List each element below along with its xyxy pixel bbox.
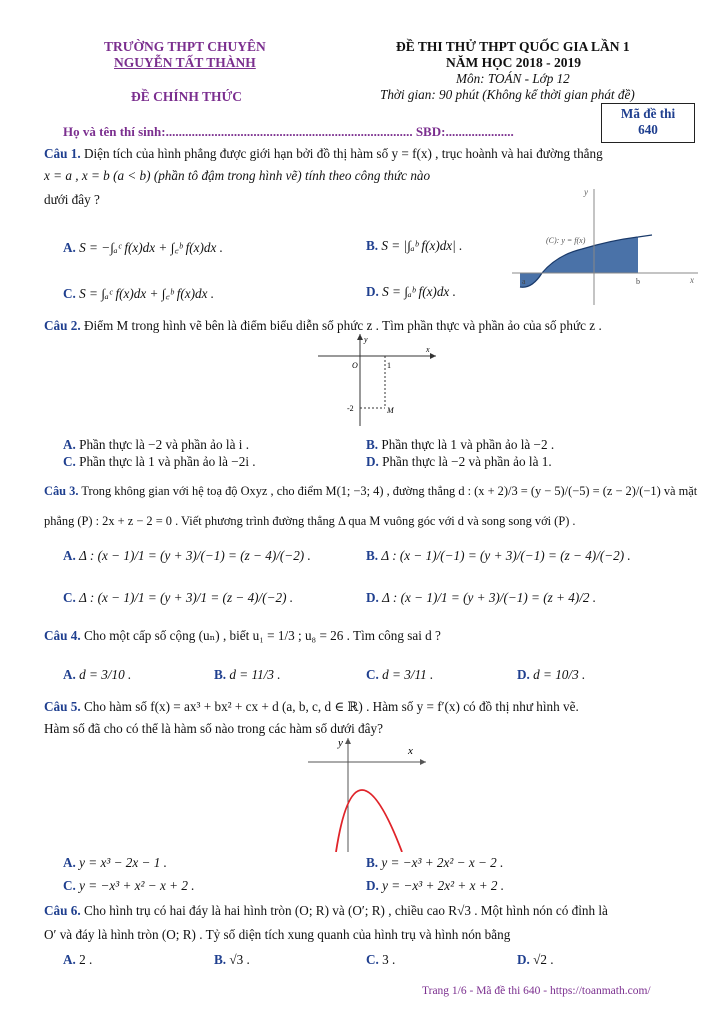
question-5-text-2: Hàm số đã cho có thể là hàm số nào trong các hàm số dưới đây? [44, 721, 383, 736]
question-4-text-1 [44, 628, 441, 644]
question-1-stem: Diện tích của hình phẳng được giới hạn bởi đồ thị hàm số y = f(x) , trục hoành và hai đường thẳng [83, 146, 603, 161]
question-3-label: Câu 3. [44, 484, 79, 498]
question-1-option-d[interactable] [366, 284, 456, 300]
question-6-option-a[interactable] [63, 952, 92, 968]
option-text: √2 . [533, 952, 554, 967]
question-2-figure [312, 332, 442, 432]
option-text: Δ : (x − 1)/1 = (y + 3)/(−1) = (z + 4)/2 . [382, 590, 597, 605]
question-4-label: Câu 4. [44, 628, 81, 643]
option-text: Phần thực là 1 và phần ảo là −2i . [79, 454, 256, 469]
option-label-b: B. [366, 548, 379, 563]
question-3-option-b[interactable] [366, 548, 631, 564]
question-1-text-3: dưới đây ? [44, 192, 100, 207]
question-1-option-b[interactable] [366, 238, 462, 254]
option-text: S = |∫ₐᵇ f(x)dx| . [381, 238, 463, 253]
question-3-text-1 [44, 484, 697, 499]
question-2-option-d[interactable] [366, 454, 552, 470]
option-label-a: A. [63, 855, 76, 870]
question-4-option-a[interactable] [63, 667, 131, 683]
option-text: Phần thực là −2 và phần ảo là 1. [382, 454, 552, 469]
option-label-b: B. [214, 667, 227, 682]
option-text: 3 . [382, 952, 396, 967]
question-6-stem: Cho hình trụ có hai đáy là hai hình tròn (O; R) và (O′; R) , chiều cao R√3 . Một hình nón có đỉnh là [83, 903, 608, 918]
option-text: √3 . [229, 952, 250, 967]
option-label-b: B. [214, 952, 227, 967]
school-name-line1: TRƯỜNG THPT CHUYÊN [104, 39, 266, 54]
option-label-a: A. [63, 240, 76, 255]
question-1-option-c[interactable] [63, 284, 214, 302]
option-label-b: B. [366, 437, 379, 452]
figure-m-label: M [387, 406, 394, 415]
question-2-label: Câu 2. [44, 318, 81, 333]
figure-one-label: 1 [387, 361, 391, 370]
figure-a-label: a [522, 277, 526, 286]
figure-x-label: x [690, 275, 694, 285]
figure-curve-label: (C): y = f(x) [546, 236, 586, 245]
figure-minus-two-label: -2 [347, 404, 354, 413]
option-text: d = 10/3 . [533, 667, 586, 682]
option-text: Δ : (x − 1)/(−1) = (y + 3)/(−1) = (z − 4)/(−2) . [381, 548, 631, 563]
figure-y-label: y [364, 335, 368, 344]
candidate-line: Họ và tên thí sinh:............................................................................ SBD:..................... [63, 124, 514, 139]
exam-code-value: 640 [638, 122, 658, 137]
figure-y-label: y [584, 187, 588, 197]
option-text: Phần thực là 1 và phần ảo là −2 . [381, 437, 555, 452]
option-label-a: A. [63, 437, 76, 452]
question-1-label: Câu 1. [44, 146, 81, 161]
figure-x-label: x [408, 745, 413, 757]
question-4-option-d[interactable] [517, 667, 585, 683]
exam-title: ĐỀ THI THỬ THPT QUỐC GIA LẦN 1 [396, 39, 630, 54]
option-label-c: C. [366, 952, 379, 967]
option-text: S = ∫ₐᶜ f(x)dx + ∫꜀ᵇ f(x)dx . [79, 286, 215, 301]
question-6-label: Câu 6. [44, 903, 81, 918]
figure-y-label: y [338, 737, 343, 749]
official-label: ĐỀ CHÍNH THỨC [131, 89, 243, 104]
question-4-option-b[interactable] [214, 667, 281, 683]
question-1-option-a[interactable] [63, 238, 223, 256]
question-2-option-c[interactable] [63, 454, 256, 470]
question-5-option-c[interactable] [63, 878, 195, 894]
option-text: d = 3/10 . [79, 667, 132, 682]
question-5-text-1 [44, 699, 579, 715]
question-4-option-c[interactable] [366, 667, 433, 683]
option-text: Δ : (x − 1)/1 = (y + 3)/1 = (z − 4)/(−2) . [79, 590, 294, 605]
question-1-figure [512, 185, 702, 310]
question-6-option-c[interactable] [366, 952, 395, 968]
question-1-text-2: x = a , x = b (a < b) (phần tô đậm trong hình vẽ) tính theo công thức nào [44, 168, 431, 183]
question-6-text-2: O′ và đáy là hình tròn (O; R) . Tỷ số diện tích xung quanh của hình trụ và hình nón bằng [44, 927, 511, 942]
option-text: y = x³ − 2x − 1 . [79, 855, 167, 870]
option-text: S = −∫ₐᶜ f(x)dx + ∫꜀ᵇ f(x)dx . [79, 240, 223, 255]
question-2-option-a[interactable] [63, 437, 249, 453]
option-label-b: B. [366, 855, 379, 870]
question-5-stem: Cho hàm số f(x) = ax³ + bx² + cx + d (a, b, c, d ∈ ℝ) . Hàm số y = f′(x) có đồ thị như hình vẽ. [83, 699, 579, 714]
question-3-option-c[interactable] [63, 590, 293, 606]
option-label-a: A. [63, 952, 76, 967]
y-axis-arrow [345, 738, 351, 744]
option-text: y = −x³ + x² − x + 2 . [79, 878, 195, 893]
question-1-text-1 [44, 146, 603, 162]
option-label-d: D. [366, 590, 379, 605]
figure-b-label: b [636, 277, 640, 286]
option-label-c: C. [63, 590, 76, 605]
option-text: d = 11/3 . [229, 667, 281, 682]
question-2-option-b[interactable] [366, 437, 554, 453]
option-label-d: D. [517, 952, 530, 967]
x-axis-arrow [430, 353, 436, 359]
page-footer[interactable]: Trang 1/6 - Mã đề thi 640 - https://toanmath.com/ [422, 985, 651, 997]
question-5-figure [308, 736, 428, 852]
question-3-option-d[interactable] [366, 590, 596, 606]
exam-subject: Môn: TOÁN - Lớp 12 [456, 71, 570, 86]
question-2-stem: Điểm M trong hình vẽ bên là điểm biểu diễn số phức z . Tìm phần thực và phần ảo của số phức z . [83, 318, 602, 333]
option-label-a: A. [63, 667, 76, 682]
option-text: y = −x³ + 2x² + x + 2 . [382, 878, 505, 893]
option-label-b: B. [366, 238, 379, 253]
question-4-stem: Cho một cấp số cộng (uₙ) , biết u₁ = 1/3 ; u₈ = 26 . Tìm công sai d ? [83, 628, 441, 643]
option-text: Phần thực là −2 và phần ảo là i . [79, 437, 249, 452]
question-6-option-d[interactable] [517, 952, 554, 968]
option-label-d: D. [366, 284, 379, 299]
question-5-option-a[interactable] [63, 855, 167, 871]
option-label-d: D. [366, 878, 379, 893]
option-text: Δ : (x − 1)/1 = (y + 3)/(−1) = (z − 4)/(−2) . [79, 548, 311, 563]
exam-code-box [601, 103, 695, 143]
option-text: 2 . [79, 952, 93, 967]
question-5-option-b[interactable] [366, 855, 503, 871]
question-3-stem: Trong không gian với hệ toạ độ Oxyz , cho điểm M(1; −3; 4) , đường thẳng d : (x + 2)/3 = (y − 5)/(−5) = (z − 2)/(−1) và mặt [81, 484, 698, 498]
exam-time: Thời gian: 90 phút (Không kể thời gian phát đề) [380, 87, 635, 102]
option-label-d: D. [366, 454, 379, 469]
option-label-a: A. [63, 548, 76, 563]
question-5-option-d[interactable] [366, 878, 504, 894]
figure-origin-label: O [352, 361, 358, 370]
option-text: d = 3/11 . [382, 667, 434, 682]
option-label-c: C. [63, 878, 76, 893]
exam-year: NĂM HỌC 2018 - 2019 [446, 55, 581, 70]
exam-code-label: Mã đề thi [620, 106, 676, 121]
question-3-text-2: phẳng (P) : 2x + z − 2 = 0 . Viết phương trình đường thẳng Δ qua M vuông góc với d và song song với (P) . [44, 514, 576, 528]
school-name-line2: NGUYỄN TẤT THÀNH [114, 55, 256, 70]
option-label-d: D. [517, 667, 530, 682]
y-axis-arrow [357, 334, 363, 340]
figure-x-label: x [426, 345, 430, 354]
question-3-option-a[interactable] [63, 548, 311, 564]
question-6-option-b[interactable] [214, 952, 250, 968]
derivative-curve [336, 790, 402, 852]
question-6-text-1 [44, 903, 608, 919]
question-5-label: Câu 5. [44, 699, 81, 714]
option-text: y = −x³ + 2x² − x − 2 . [381, 855, 504, 870]
option-label-c: C. [63, 286, 76, 301]
x-axis-arrow [420, 759, 426, 765]
option-label-c: C. [63, 454, 76, 469]
option-label-c: C. [366, 667, 379, 682]
option-text: S = ∫ₐᵇ f(x)dx . [382, 284, 456, 299]
